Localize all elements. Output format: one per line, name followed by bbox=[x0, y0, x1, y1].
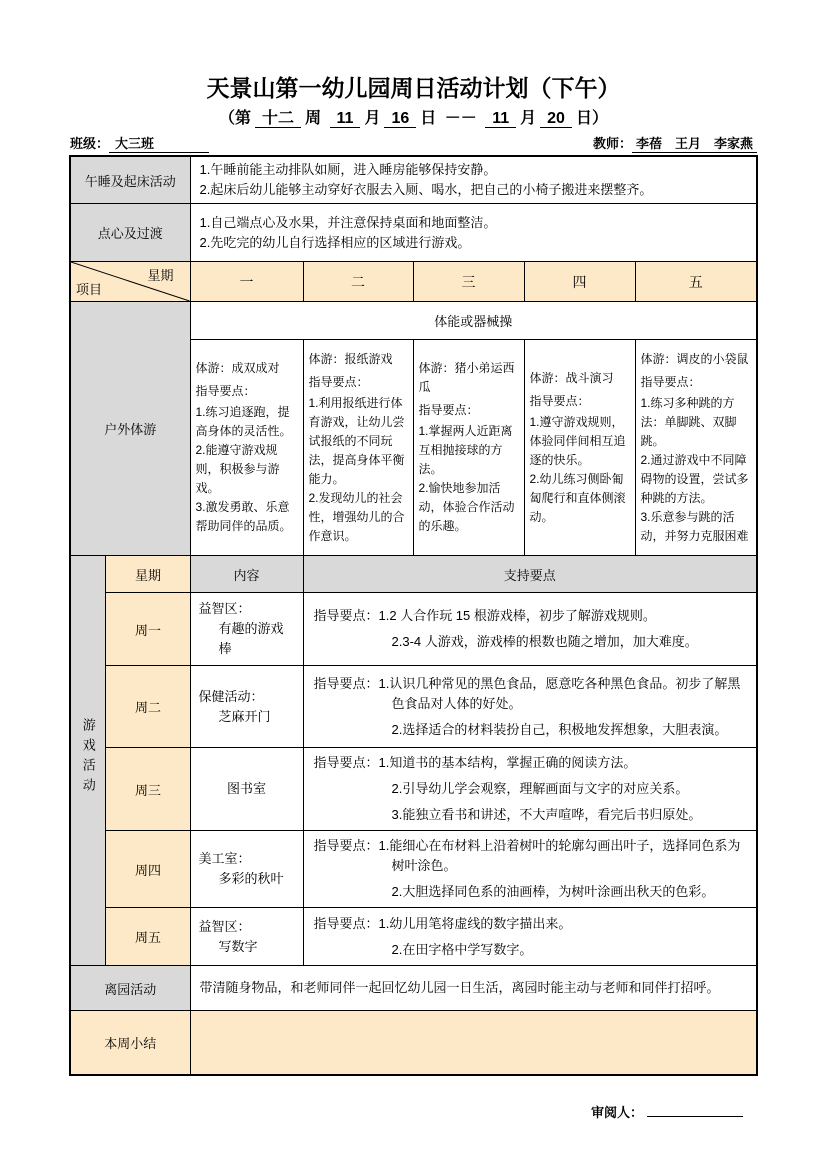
outdoor-wed bbox=[413, 340, 524, 556]
games-fri-support-item: 2.在田字格中学写数字。 bbox=[391, 941, 533, 957]
outdoor-wed-title: 体游：猪小弟运西瓜 bbox=[418, 361, 515, 394]
outdoor-thu-point: 2.幼儿练习侧卧匍匐爬行和直体侧滚动。 bbox=[529, 471, 626, 524]
outdoor-tue-points-label: 指导要点： bbox=[308, 374, 369, 389]
outdoor-thu bbox=[524, 340, 635, 556]
games-section-label-text: 游戏活动 bbox=[80, 718, 96, 798]
reviewer-label: 审阅人： bbox=[590, 1104, 643, 1120]
end-day-field: 20 bbox=[540, 110, 572, 128]
games-thu-content bbox=[190, 831, 303, 908]
games-wed-support-item: 1.知道书的基本结构，掌握正确的阅读方法。 bbox=[378, 755, 637, 770]
outdoor-tue-point: 2.发现幼儿的社会性，增强幼儿的合作意识。 bbox=[308, 490, 405, 543]
outdoor-label: 户外体游 bbox=[70, 302, 190, 556]
games-header-week: 星期 bbox=[106, 556, 190, 593]
games-wed-content-line-1: 图书室 bbox=[226, 781, 266, 796]
class-label: 班级： bbox=[70, 136, 110, 151]
games-mon-support-prefix: 指导要点： bbox=[313, 608, 379, 623]
games-wed-content bbox=[190, 748, 303, 831]
weekday-header-row bbox=[70, 262, 757, 302]
start-day-field: 16 bbox=[384, 110, 416, 128]
games-wed-support bbox=[303, 748, 757, 831]
reviewer-line bbox=[0, 1102, 827, 1121]
games-row-fri bbox=[70, 908, 757, 966]
outdoor-tue bbox=[303, 340, 413, 556]
outdoor-banner-row bbox=[70, 302, 757, 340]
games-mon-support-item: 2.3-4 人游戏，游戏棒的根数也随之增加，加大难度。 bbox=[391, 634, 698, 649]
games-thu-support bbox=[303, 831, 757, 908]
games-mon-day: 周一 bbox=[106, 593, 190, 666]
subtitle bbox=[0, 105, 827, 128]
subtitle-suffix: 日） bbox=[575, 110, 608, 127]
end-month-field: 11 bbox=[485, 110, 516, 128]
leave-content bbox=[190, 966, 757, 1011]
games-mon-support-item: 1.2 人合作玩 15 根游戏棒，初步了解游戏规则。 bbox=[378, 608, 656, 623]
day-header-mon: 一 bbox=[190, 262, 303, 302]
games-header-content: 内容 bbox=[190, 556, 303, 593]
games-mon-content-line-2: 有趣的游戏棒 bbox=[218, 621, 284, 656]
outdoor-thu-points-label: 指导要点： bbox=[529, 393, 590, 408]
outdoor-thu-title: 体游：战斗演习 bbox=[529, 370, 614, 385]
leave-row bbox=[70, 966, 757, 1011]
games-row-mon bbox=[70, 593, 757, 666]
games-thu-day: 周四 bbox=[106, 831, 190, 908]
games-thu-content-line-2: 多彩的秋叶 bbox=[218, 871, 284, 886]
games-tue-support bbox=[303, 666, 757, 748]
snack-label: 点心及过渡 bbox=[70, 204, 190, 262]
outdoor-banner: 体能或器械操 bbox=[190, 302, 757, 340]
games-fri-support-prefix: 指导要点： bbox=[313, 915, 379, 931]
outdoor-fri-point: 2.通过游戏中不同障碍物的设置，尝试多种跳的方法。 bbox=[640, 452, 749, 505]
day-header-tue: 二 bbox=[303, 262, 413, 302]
class-field bbox=[70, 133, 209, 153]
start-month-field: 11 bbox=[330, 110, 361, 128]
subtitle-month-char-1: 月 bbox=[364, 110, 381, 127]
snack-line-1: 1.自己端点心及水果，并注意保持桌面和地面整洁。 bbox=[199, 214, 497, 230]
outdoor-wed-point: 1.掌握两人近距离互相抛接球的方法。 bbox=[418, 424, 513, 476]
info-row bbox=[70, 133, 757, 153]
games-fri-content-line-2: 写数字 bbox=[218, 938, 258, 954]
class-value: 大三班 bbox=[109, 136, 209, 153]
outdoor-wed-point: 2.愉快地参加活动，体验合作活动的乐趣。 bbox=[418, 481, 515, 533]
subtitle-prefix: （第 bbox=[219, 110, 252, 127]
day-header-fri: 五 bbox=[635, 262, 757, 302]
games-tue-support-prefix: 指导要点： bbox=[313, 675, 379, 691]
day-header-thu: 四 bbox=[524, 262, 635, 302]
leave-text: 带清随身物品，和老师同伴一起回忆幼儿园一日生活，离园时能主动与老师和同伴打招呼。 bbox=[199, 980, 720, 995]
corner-item-label: 项目 bbox=[75, 282, 102, 297]
teacher-field bbox=[593, 133, 757, 153]
week-number-field: 十二 bbox=[255, 110, 301, 128]
nap-line-2: 2.起床后幼儿能够主动穿好衣服去入厕、喝水，把自己的小椅子搬进来摆整齐。 bbox=[199, 182, 653, 197]
games-mon-content bbox=[190, 593, 303, 666]
games-tue-support-item: 2.选择适合的材料装扮自己，积极地发挥想象，大胆表演。 bbox=[391, 721, 728, 737]
teacher-value: 李蓓 王月 李家燕 bbox=[632, 136, 757, 153]
summary-label: 本周小结 bbox=[70, 1011, 190, 1075]
subtitle-week-char: 周 bbox=[305, 110, 322, 127]
day-header-wed: 三 bbox=[413, 262, 524, 302]
games-tue-content bbox=[190, 666, 303, 748]
nap-row bbox=[70, 156, 757, 204]
games-row-tue bbox=[70, 666, 757, 748]
games-wed-day: 周三 bbox=[106, 748, 190, 831]
corner-cell bbox=[70, 262, 190, 302]
subtitle-dash: －－ bbox=[444, 110, 477, 127]
games-thu-support-item: 1.能细心在布材料上沿着树叶的轮廓勾画出叶子，选择同色系为树叶涂色。 bbox=[378, 838, 741, 873]
outdoor-tue-title: 体游：报纸游戏 bbox=[308, 351, 393, 366]
outdoor-thu-point: 1.遵守游戏规则，体验同伴间相互追逐的快乐。 bbox=[529, 414, 626, 467]
teacher-label: 教师： bbox=[592, 136, 632, 151]
snack-line-2: 2.先吃完的幼儿自行选择相应的区域进行游戏。 bbox=[199, 234, 471, 250]
outdoor-mon-point: 2.能遵守游戏规则，积极参与游戏。 bbox=[195, 443, 280, 495]
games-thu-content-line-1: 美工室： bbox=[198, 851, 251, 866]
snack-row bbox=[70, 204, 757, 262]
games-thu-support-prefix: 指导要点： bbox=[313, 838, 379, 853]
games-row-wed bbox=[70, 748, 757, 831]
nap-line-1: 1.午睡前能主动排队如厕，进入睡房能够保持安静。 bbox=[199, 162, 497, 177]
leave-label: 离园活动 bbox=[70, 966, 190, 1011]
games-fri-content-line-1: 益智区： bbox=[198, 918, 251, 934]
reviewer-blank-field bbox=[647, 1103, 743, 1117]
games-tue-content-line-2: 芝麻开门 bbox=[218, 708, 271, 724]
outdoor-wed-points-label: 指导要点： bbox=[418, 403, 479, 417]
summary-content bbox=[190, 1011, 757, 1075]
subtitle-day-char-1: 日 bbox=[420, 110, 437, 127]
subtitle-month-char-2: 月 bbox=[520, 110, 537, 127]
games-fri-content bbox=[190, 908, 303, 966]
games-wed-support-item: 2.引导幼儿学会观察，理解画面与文字的对应关系。 bbox=[391, 781, 689, 796]
games-fri-support bbox=[303, 908, 757, 966]
games-tue-day: 周二 bbox=[106, 666, 190, 748]
outdoor-mon-point: 3.激发勇敢、乐意帮助同伴的品质。 bbox=[195, 500, 292, 533]
outdoor-mon-title: 体游：成双成对 bbox=[195, 361, 280, 375]
games-fri-support-item: 1.幼儿用笔将虚线的数字描出来。 bbox=[378, 915, 572, 931]
outdoor-mon bbox=[190, 340, 303, 556]
games-mon-support bbox=[303, 593, 757, 666]
nap-label: 午睡及起床活动 bbox=[70, 156, 190, 204]
outdoor-mon-point: 1.练习追逐跑，提高身体的灵活性。 bbox=[195, 405, 292, 438]
games-section-label bbox=[70, 556, 106, 966]
corner-week-label: 星期 bbox=[147, 268, 174, 283]
outdoor-fri-points-label: 指导要点： bbox=[640, 374, 701, 389]
outdoor-fri-title: 体游：调皮的小袋鼠 bbox=[640, 351, 749, 366]
games-mon-content-line-1: 益智区： bbox=[198, 601, 251, 616]
page-title: 天景山第一幼儿园周日活动计划（下午） bbox=[206, 75, 621, 101]
games-header-support: 支持要点 bbox=[303, 556, 757, 593]
games-wed-support-item: 3.能独立看书和讲述，不大声喧哗，看完后书归原处。 bbox=[391, 807, 702, 822]
outdoor-mon-points-label: 指导要点： bbox=[195, 384, 256, 398]
summary-row bbox=[70, 1011, 757, 1075]
outdoor-fri-point: 1.练习多种跳的方法：单脚跳、双脚跳。 bbox=[640, 395, 737, 448]
games-tue-support-item: 1.认识几种常见的黑色食品，愿意吃各种黑色食品。初步了解黑色食品对人体的好处。 bbox=[378, 675, 741, 711]
games-tue-content-line-1: 保健活动： bbox=[198, 688, 264, 704]
games-fri-day: 周五 bbox=[106, 908, 190, 966]
games-thu-support-item: 2.大胆选择同色系的油画棒，为树叶涂画出秋天的色彩。 bbox=[391, 884, 715, 899]
games-row-thu bbox=[70, 831, 757, 908]
outdoor-fri bbox=[635, 340, 757, 556]
nap-content bbox=[190, 156, 757, 204]
games-header-row bbox=[70, 556, 757, 593]
plan-table bbox=[69, 155, 758, 1076]
games-wed-support-prefix: 指导要点： bbox=[313, 755, 379, 770]
snack-content bbox=[190, 204, 757, 262]
outdoor-fri-point: 3.乐意参与跳的活动，并努力克服困难 bbox=[640, 509, 749, 543]
outdoor-tue-point: 1.利用报纸进行体育游戏，让幼儿尝试报纸的不同玩法，提高身体平衡能力。 bbox=[308, 395, 405, 486]
